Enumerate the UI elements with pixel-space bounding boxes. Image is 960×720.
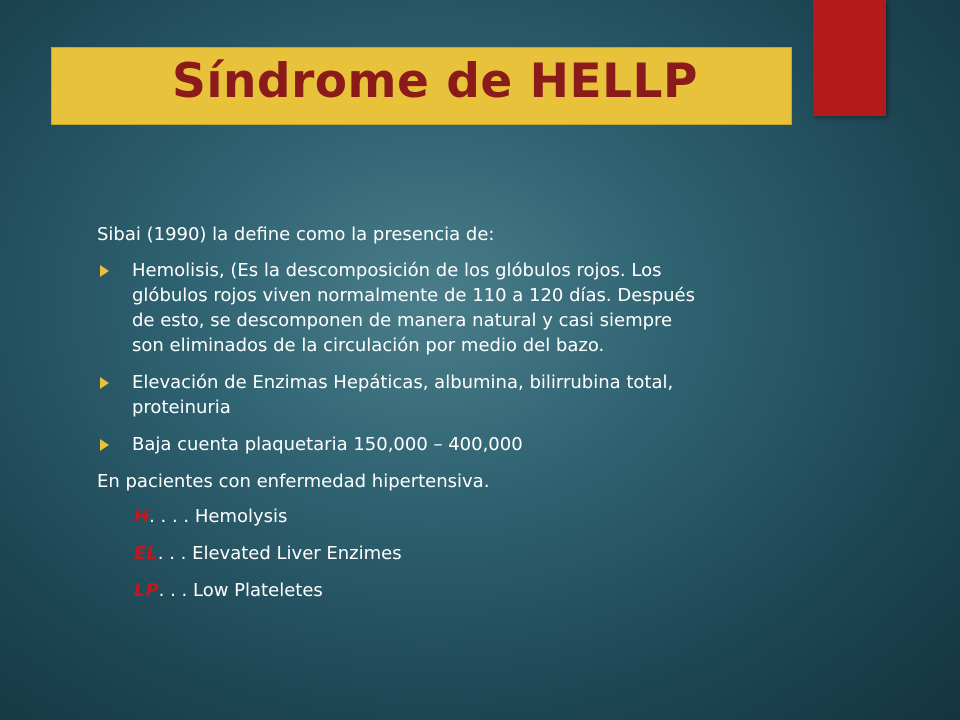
bullet-item-liver-enzymes [97,370,797,420]
bullet-line: proteinuria [132,397,231,418]
abbreviation-code: EL [134,543,158,564]
slide-title: Síndrome de HELLP [172,54,698,109]
bullet-item-platelets [97,432,797,457]
bullet-arrow-icon [100,377,109,389]
bullet-line: son eliminados de la circulación por medio del bazo. [132,335,605,356]
bullet-arrow-icon [100,439,109,451]
abbreviation-text: . . . Elevated Liver Enzimes [157,543,402,564]
bullet-item-hemolysis [97,258,797,358]
abbreviation-el [97,541,797,566]
abbreviation-code: LP [134,580,159,601]
bullet-line: de esto, se descomponen de manera natural y casi siempre [132,310,673,331]
bullet-line: Hemolisis, (Es la descomposición de los glóbulos rojos. Los [132,260,662,281]
red-accent-tab [813,0,886,116]
abbreviation-text: . . . Low Plateletes [158,580,323,601]
intro-text: Sibai (1990) la define como la presencia de: [97,224,495,245]
bullet-line: Elevación de Enzimas Hepáticas, albumina, bilirrubina total, [132,372,674,393]
bullet-line: Baja cuenta plaquetaria 150,000 – 400,000 [132,434,523,455]
abbreviation-lp [97,578,797,603]
bullet-line: glóbulos rojos viven normalmente de 110 a 120 días. Después [132,285,695,306]
abbreviation-code: H [134,506,150,527]
slide-content [97,222,797,615]
abbreviation-h [97,504,797,529]
footer-text: En pacientes con enfermedad hipertensiva. [97,471,490,492]
abbreviation-text: . . . . Hemolysis [149,506,288,527]
bullet-arrow-icon [100,265,109,277]
title-banner [51,47,792,125]
